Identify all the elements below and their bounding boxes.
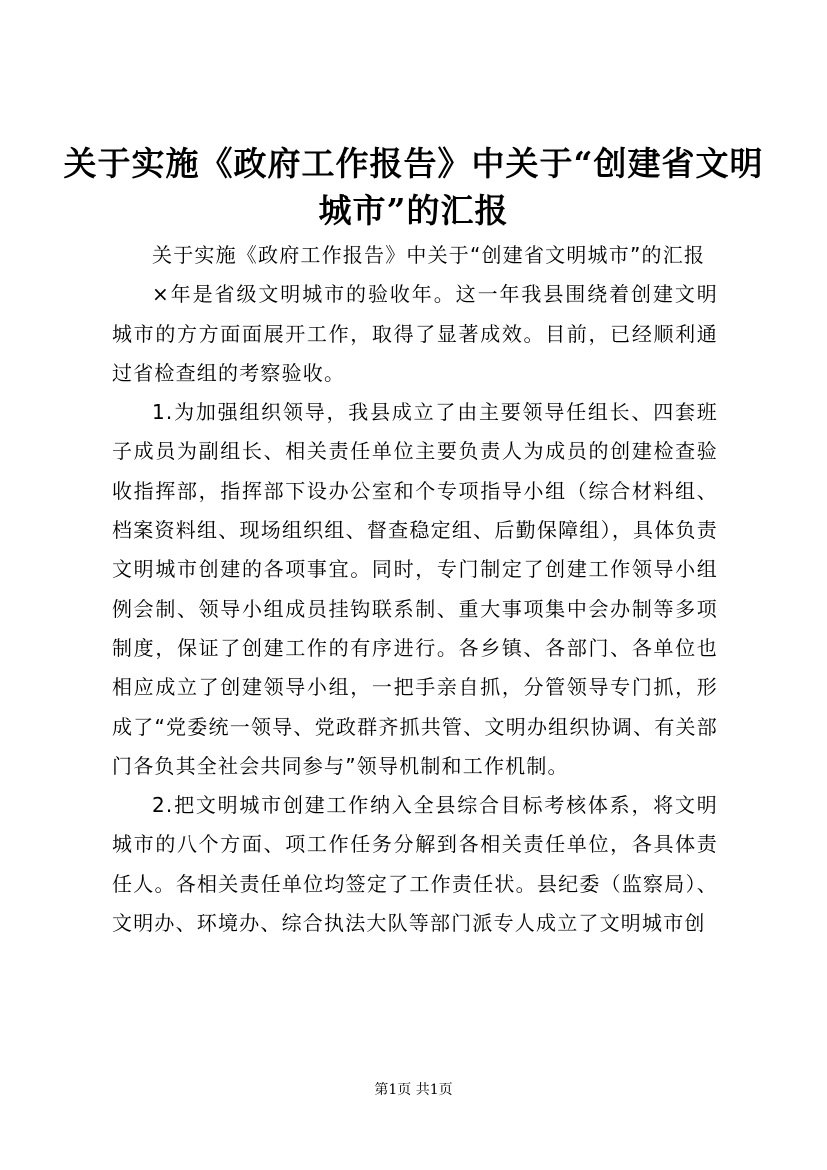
document-title: 关于实施《政府工作报告》中关于“创建省文明城市”的汇报 xyxy=(63,144,764,230)
paragraph-intro: ×年是省级文明城市的验收年。这一年我县围绕着创建文明城市的方方面面展开工作，取得了显著成效。目前，已经顺利通过省检查组的考察验收。 xyxy=(112,282,718,385)
paragraph-heading-repeat: 关于实施《政府工作报告》中关于“创建省文明城市”的汇报 xyxy=(152,243,706,267)
document-body xyxy=(112,236,718,943)
paragraph-item-1: 1.为加强组织领导，我县成立了由主要领导任组长、四套班子成员为副组长、相关责任单位主要负责人为成员的创建检查验收指挥部，指挥部下设办公室和个专项指导小组（综合材料组、档案资料组、现场组织组、督查稳定组、后勤保障组），具体负责文明城市创建的各项事宜。同时，专门制定了创建工作领导小组例会制、领导小组成员挂钩联系制、重大事项集中会办制等多项制度，保证了创建工作的有序进行。各乡镇、各部门、各单位也相应成立了创建领导小组，一把手亲自抓，分管领导专门抓，形成了“党委统一领导、党政群齐抓共管、文明办组织协调、有关部门各负其全社会共同参与”领导机制和工作机制。 xyxy=(112,400,718,778)
page-number-footer: 第1页 共1页 xyxy=(374,1082,453,1098)
paragraph-item-2: 2.把文明城市创建工作纳入全县综合目标考核体系，将文明城市的八个方面、项工作任务分解到各相关责任单位，各具体责任人。各相关责任单位均签定了工作责任状。县纪委（监察局）、文明办、环境办、综合执法大队等部门派专人成立了文明城市创 xyxy=(112,793,718,936)
